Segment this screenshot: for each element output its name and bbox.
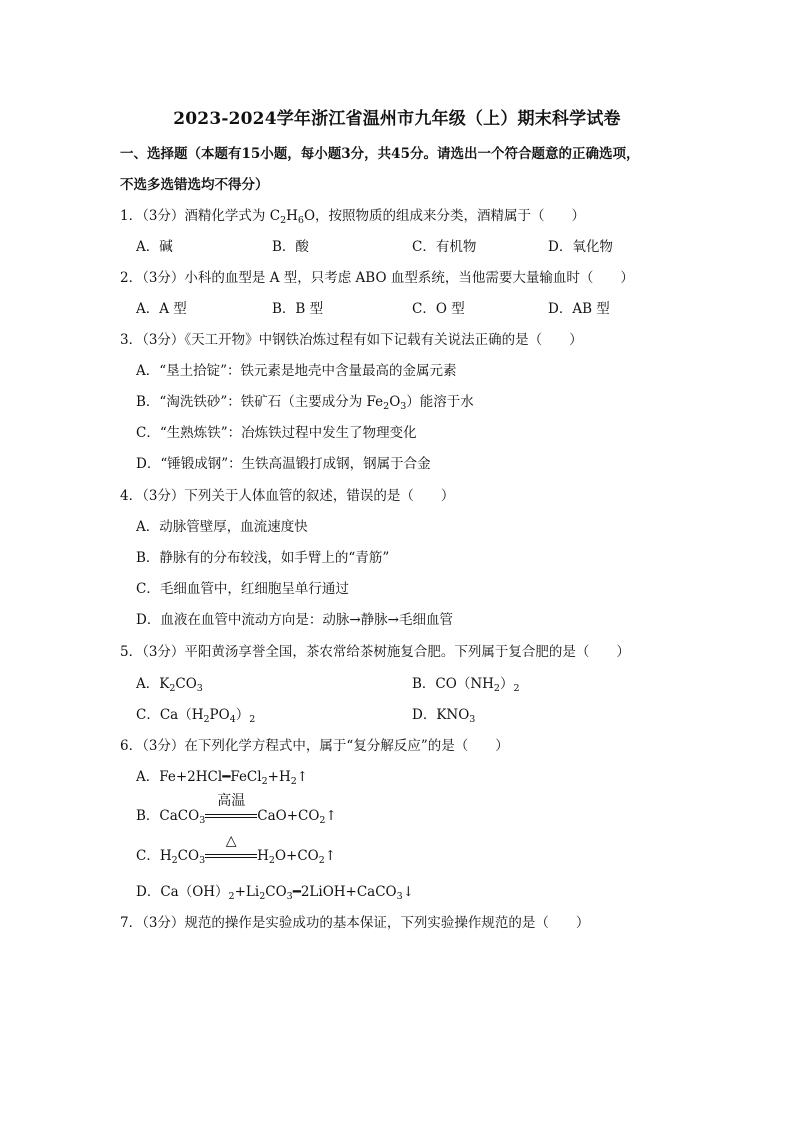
question-5-option-b: B．$CO(NH_2)_2$ [412,676,520,694]
question-2-option-d: D．AB 型 [548,301,610,317]
question-6-option-d: D．$Ca(OH)_2+Li_2CO_3━2LiOH+CaCO_3↓$ [136,884,414,902]
question-4-option-c: C．毛细血管中，红细胞呈单行通过 [136,581,349,597]
question-3-stem: 3．（3分）《天工开物》中钢铁冶炼过程有如下记载有关说法正确的是（ ） [120,332,583,348]
question-5-option-d: D．$KNO_3$ [412,707,476,725]
question-4-option-b: B．静脉有的分布较浅，如手臂上的“青筋” [136,550,390,566]
question-4-option-d: D．血液在血管中流动方向是：动脉→静脉→毛细血管 [136,612,453,628]
question-4-option-a: A．动脉管壁厚，血流速度快 [136,519,308,535]
question-6-option-a: A．$Fe+2HCl━FeCl_2+H_2↑$ [136,769,309,787]
reaction-condition-heat: △ [205,846,257,866]
page-title: 2023-2024学年浙江省温州市九年级（上）期末科学试卷 [173,109,621,129]
question-7-stem: 7．（3分）规范的操作是实验成功的基本保证，下列实验操作规范的是（ ） [120,915,590,931]
question-1-option-d: D．氧化物 [548,239,613,255]
question-1-option-c: C．有机物 [412,239,477,255]
section-instruction-line2: 不选多选错选均不得分） [120,177,269,193]
question-6-option-b: B．CaCO$_3$ 高温 $CaO+CO_2↑$ [136,793,337,826]
question-2-option-a: A．A 型 [136,301,187,317]
question-5-option-c: C．$Ca(H_2PO_4)_2$ [136,707,256,725]
question-1-option-a: A．碱 [136,239,173,255]
question-4-stem: 4．（3分）下列关于人体血管的叙述，错误的是（ ） [120,488,455,504]
question-5-option-a: A．$K_2CO_3$ [136,676,203,694]
question-6-option-c: C．$H_2CO_3$ △ $H_2O+CO_2↑$ [136,833,337,866]
question-3-option-b: B．“淘洗铁砂”：铁矿石（主要成分为 $Fe_2O_3$）能溶于水 [136,394,474,412]
question-1-stem: 1．（3分）酒精化学式为 $C_2H_6O$，按照物质的组成来分类，酒精属于（ ） [120,208,586,226]
reaction-condition-high-temp: 高温 [205,806,257,826]
section-instruction-line1: 一、选择题（本题有15小题，每小题3分，共45分。请选出一个符合题意的正确选项， [120,146,640,162]
question-6-stem: 6．（3分）在下列化学方程式中，属于“复分解反应”的是（ ） [120,738,509,754]
question-2-option-c: C．O 型 [412,301,465,317]
question-5-stem: 5．（3分）平阳黄汤享誉全国，茶农常给茶树施复合肥。下列属于复合肥的是（ ） [120,644,630,660]
question-3-option-c: C．“生熟炼铁”：冶炼铁过程中发生了物理变化 [136,425,417,441]
question-2-stem: 2．（3分）小科的血型是 A 型，只考虑 ABO 血型系统，当他需要大量输血时（ ） [120,270,634,286]
question-3-option-d: D．“锤锻成钢”：生铁高温锻打成钢，钢属于合金 [136,456,431,472]
question-2-option-b: B．B 型 [272,301,324,317]
question-1-option-b: B．酸 [272,239,309,255]
question-3-option-a: A．“垦土拾锭”：铁元素是地壳中含量最高的金属元素 [136,363,457,379]
